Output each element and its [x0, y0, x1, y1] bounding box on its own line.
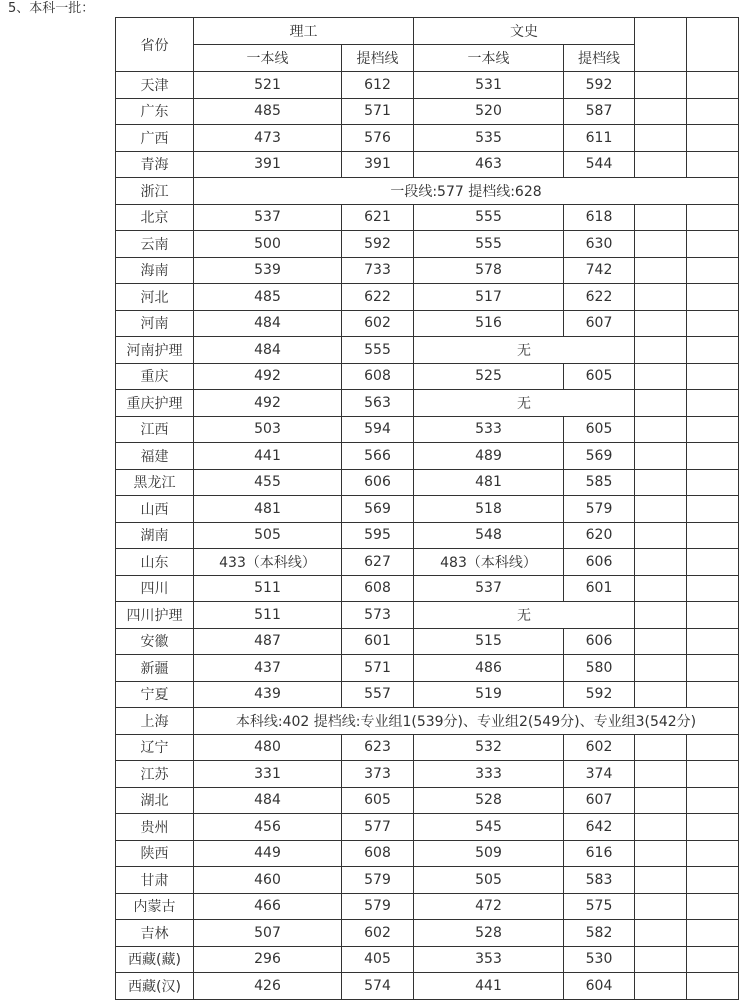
header-ligong-tidangxian: 提档线 — [342, 45, 414, 72]
province-cell: 湖北 — [116, 787, 194, 814]
table-row — [116, 946, 739, 973]
table-row — [116, 575, 739, 602]
wenshi-yibenxian-cell: 483（本科线） — [414, 549, 564, 576]
province-cell: 西藏(汉) — [116, 973, 194, 1000]
ligong-tidangxian-cell: 573 — [342, 602, 414, 629]
table-row — [116, 496, 739, 523]
ligong-tidangxian-cell: 579 — [342, 893, 414, 920]
ligong-tidangxian-cell: 608 — [342, 840, 414, 867]
ligong-tidangxian-cell: 592 — [342, 231, 414, 258]
table-row — [116, 655, 739, 682]
wenshi-yibenxian-cell: 578 — [414, 257, 564, 284]
ligong-tidangxian-cell: 391 — [342, 151, 414, 178]
wenshi-tidangxian-cell: 579 — [564, 496, 635, 523]
wenshi-yibenxian-cell: 505 — [414, 867, 564, 894]
ligong-yibenxian-cell: 511 — [194, 575, 342, 602]
table-row — [116, 973, 739, 1000]
ligong-tidangxian-cell: 621 — [342, 204, 414, 231]
empty-cell — [687, 628, 739, 655]
table-row — [116, 178, 739, 205]
header-province: 省份 — [116, 18, 194, 72]
wenshi-tidangxian-cell: 606 — [564, 549, 635, 576]
wenshi-yibenxian-cell: 353 — [414, 946, 564, 973]
province-cell: 浙江 — [116, 178, 194, 205]
empty-cell — [687, 469, 739, 496]
ligong-yibenxian-cell: 441 — [194, 443, 342, 470]
table-row — [116, 920, 739, 947]
wenshi-tidangxian-cell: 582 — [564, 920, 635, 947]
ligong-tidangxian-cell: 574 — [342, 973, 414, 1000]
wenshi-yibenxian-cell: 537 — [414, 575, 564, 602]
empty-cell — [635, 469, 687, 496]
table-row — [116, 257, 739, 284]
ligong-tidangxian-cell: 602 — [342, 310, 414, 337]
wenshi-tidangxian-cell: 587 — [564, 98, 635, 125]
ligong-yibenxian-cell: 537 — [194, 204, 342, 231]
ligong-tidangxian-cell: 571 — [342, 98, 414, 125]
empty-cell — [635, 416, 687, 443]
province-cell: 江苏 — [116, 761, 194, 788]
wenshi-yibenxian-cell: 486 — [414, 655, 564, 682]
header-empty — [687, 18, 739, 72]
wenshi-note-cell: 无 — [414, 390, 635, 417]
ligong-yibenxian-cell: 505 — [194, 522, 342, 549]
table-row — [116, 522, 739, 549]
table-row — [116, 602, 739, 629]
ligong-yibenxian-cell: 426 — [194, 973, 342, 1000]
empty-cell — [635, 920, 687, 947]
empty-cell — [687, 363, 739, 390]
ligong-yibenxian-cell: 480 — [194, 734, 342, 761]
merged-score-cell: 本科线:402 提档线:专业组1(539分)、专业组2(549分)、专业组3(542分) — [194, 708, 739, 735]
wenshi-tidangxian-cell: 606 — [564, 628, 635, 655]
empty-cell — [635, 337, 687, 364]
wenshi-note-cell: 无 — [414, 337, 635, 364]
empty-cell — [635, 231, 687, 258]
table-row — [116, 549, 739, 576]
ligong-yibenxian-cell: 503 — [194, 416, 342, 443]
table-row — [116, 840, 739, 867]
empty-cell — [687, 310, 739, 337]
wenshi-yibenxian-cell: 533 — [414, 416, 564, 443]
empty-cell — [687, 761, 739, 788]
empty-cell — [635, 681, 687, 708]
province-cell: 西藏(藏) — [116, 946, 194, 973]
empty-cell — [687, 496, 739, 523]
ligong-yibenxian-cell: 484 — [194, 337, 342, 364]
table-row — [116, 708, 739, 735]
empty-cell — [635, 840, 687, 867]
wenshi-yibenxian-cell: 525 — [414, 363, 564, 390]
province-cell: 云南 — [116, 231, 194, 258]
empty-cell — [687, 920, 739, 947]
empty-cell — [635, 72, 687, 99]
wenshi-yibenxian-cell: 535 — [414, 125, 564, 152]
province-cell: 内蒙古 — [116, 893, 194, 920]
empty-cell — [635, 98, 687, 125]
ligong-yibenxian-cell: 439 — [194, 681, 342, 708]
ligong-tidangxian-cell: 602 — [342, 920, 414, 947]
empty-cell — [635, 151, 687, 178]
ligong-tidangxian-cell: 571 — [342, 655, 414, 682]
province-cell: 山东 — [116, 549, 194, 576]
ligong-tidangxian-cell: 606 — [342, 469, 414, 496]
province-cell: 陕西 — [116, 840, 194, 867]
empty-cell — [687, 98, 739, 125]
ligong-yibenxian-cell: 481 — [194, 496, 342, 523]
ligong-tidangxian-cell: 577 — [342, 814, 414, 841]
table-row — [116, 867, 739, 894]
ligong-yibenxian-cell: 539 — [194, 257, 342, 284]
wenshi-tidangxian-cell: 742 — [564, 257, 635, 284]
wenshi-tidangxian-cell: 592 — [564, 72, 635, 99]
ligong-tidangxian-cell: 623 — [342, 734, 414, 761]
wenshi-yibenxian-cell: 489 — [414, 443, 564, 470]
empty-cell — [687, 257, 739, 284]
wenshi-tidangxian-cell: 592 — [564, 681, 635, 708]
ligong-tidangxian-cell: 595 — [342, 522, 414, 549]
empty-cell — [635, 284, 687, 311]
province-cell: 四川 — [116, 575, 194, 602]
table-row — [116, 284, 739, 311]
empty-cell — [687, 893, 739, 920]
empty-cell — [687, 787, 739, 814]
empty-cell — [687, 681, 739, 708]
wenshi-tidangxian-cell: 605 — [564, 363, 635, 390]
wenshi-yibenxian-cell: 463 — [414, 151, 564, 178]
empty-cell — [687, 151, 739, 178]
ligong-tidangxian-cell: 601 — [342, 628, 414, 655]
empty-cell — [687, 655, 739, 682]
ligong-tidangxian-cell: 608 — [342, 363, 414, 390]
table-row — [116, 787, 739, 814]
wenshi-yibenxian-cell: 441 — [414, 973, 564, 1000]
wenshi-yibenxian-cell: 481 — [414, 469, 564, 496]
wenshi-yibenxian-cell: 531 — [414, 72, 564, 99]
ligong-yibenxian-cell: 449 — [194, 840, 342, 867]
province-cell: 广西 — [116, 125, 194, 152]
table-header — [116, 18, 739, 72]
empty-cell — [635, 310, 687, 337]
wenshi-tidangxian-cell: 620 — [564, 522, 635, 549]
ligong-tidangxian-cell: 555 — [342, 337, 414, 364]
ligong-tidangxian-cell: 576 — [342, 125, 414, 152]
wenshi-yibenxian-cell: 548 — [414, 522, 564, 549]
header-wenshi-yibenxian: 一本线 — [414, 45, 564, 72]
admission-score-table — [115, 17, 739, 1000]
ligong-tidangxian-cell: 733 — [342, 257, 414, 284]
empty-cell — [635, 204, 687, 231]
wenshi-tidangxian-cell: 605 — [564, 416, 635, 443]
empty-cell — [635, 761, 687, 788]
table-row — [116, 416, 739, 443]
empty-cell — [687, 946, 739, 973]
wenshi-tidangxian-cell: 601 — [564, 575, 635, 602]
wenshi-tidangxian-cell: 604 — [564, 973, 635, 1000]
ligong-yibenxian-cell: 466 — [194, 893, 342, 920]
ligong-yibenxian-cell: 507 — [194, 920, 342, 947]
ligong-tidangxian-cell: 569 — [342, 496, 414, 523]
table-row — [116, 390, 739, 417]
header-wenshi-tidangxian: 提档线 — [564, 45, 635, 72]
empty-cell — [687, 72, 739, 99]
section-title: 5、本科一批： — [8, 1, 95, 16]
wenshi-note-cell: 无 — [414, 602, 635, 629]
province-cell: 吉林 — [116, 920, 194, 947]
empty-cell — [635, 655, 687, 682]
ligong-yibenxian-cell: 433（本科线） — [194, 549, 342, 576]
merged-score-cell: 一段线:577 提档线:628 — [194, 178, 739, 205]
table-row — [116, 628, 739, 655]
table-row — [116, 125, 739, 152]
wenshi-tidangxian-cell: 602 — [564, 734, 635, 761]
empty-cell — [635, 522, 687, 549]
header-empty — [635, 18, 687, 72]
table-row — [116, 734, 739, 761]
empty-cell — [635, 443, 687, 470]
province-cell: 北京 — [116, 204, 194, 231]
empty-cell — [635, 893, 687, 920]
ligong-tidangxian-cell: 605 — [342, 787, 414, 814]
empty-cell — [687, 284, 739, 311]
wenshi-yibenxian-cell: 545 — [414, 814, 564, 841]
ligong-yibenxian-cell: 484 — [194, 310, 342, 337]
province-cell: 青海 — [116, 151, 194, 178]
ligong-tidangxian-cell: 579 — [342, 867, 414, 894]
ligong-tidangxian-cell: 627 — [342, 549, 414, 576]
province-cell: 重庆 — [116, 363, 194, 390]
province-cell: 福建 — [116, 443, 194, 470]
empty-cell — [687, 522, 739, 549]
wenshi-tidangxian-cell: 618 — [564, 204, 635, 231]
ligong-tidangxian-cell: 608 — [342, 575, 414, 602]
province-cell: 黑龙江 — [116, 469, 194, 496]
table-row — [116, 443, 739, 470]
ligong-yibenxian-cell: 492 — [194, 363, 342, 390]
empty-cell — [635, 602, 687, 629]
ligong-tidangxian-cell: 594 — [342, 416, 414, 443]
ligong-yibenxian-cell: 485 — [194, 98, 342, 125]
ligong-yibenxian-cell: 455 — [194, 469, 342, 496]
empty-cell — [687, 231, 739, 258]
province-cell: 天津 — [116, 72, 194, 99]
header-wenshi: 文史 — [414, 18, 635, 45]
ligong-yibenxian-cell: 331 — [194, 761, 342, 788]
wenshi-tidangxian-cell: 374 — [564, 761, 635, 788]
ligong-yibenxian-cell: 521 — [194, 72, 342, 99]
ligong-yibenxian-cell: 484 — [194, 787, 342, 814]
empty-cell — [635, 946, 687, 973]
ligong-yibenxian-cell: 492 — [194, 390, 342, 417]
empty-cell — [687, 204, 739, 231]
wenshi-tidangxian-cell: 607 — [564, 310, 635, 337]
empty-cell — [687, 575, 739, 602]
table-row — [116, 469, 739, 496]
empty-cell — [635, 496, 687, 523]
province-cell: 湖南 — [116, 522, 194, 549]
empty-cell — [635, 867, 687, 894]
wenshi-yibenxian-cell: 519 — [414, 681, 564, 708]
wenshi-yibenxian-cell: 555 — [414, 204, 564, 231]
empty-cell — [635, 787, 687, 814]
ligong-tidangxian-cell: 622 — [342, 284, 414, 311]
province-cell: 重庆护理 — [116, 390, 194, 417]
table-row — [116, 204, 739, 231]
wenshi-yibenxian-cell: 515 — [414, 628, 564, 655]
wenshi-tidangxian-cell: 569 — [564, 443, 635, 470]
wenshi-yibenxian-cell: 532 — [414, 734, 564, 761]
ligong-yibenxian-cell: 473 — [194, 125, 342, 152]
header-ligong: 理工 — [194, 18, 414, 45]
table-row — [116, 363, 739, 390]
ligong-tidangxian-cell: 566 — [342, 443, 414, 470]
province-cell: 辽宁 — [116, 734, 194, 761]
wenshi-yibenxian-cell: 528 — [414, 787, 564, 814]
province-cell: 甘肃 — [116, 867, 194, 894]
table-row — [116, 893, 739, 920]
province-cell: 上海 — [116, 708, 194, 735]
wenshi-yibenxian-cell: 555 — [414, 231, 564, 258]
wenshi-yibenxian-cell: 333 — [414, 761, 564, 788]
ligong-yibenxian-cell: 487 — [194, 628, 342, 655]
wenshi-tidangxian-cell: 611 — [564, 125, 635, 152]
empty-cell — [635, 973, 687, 1000]
ligong-tidangxian-cell: 405 — [342, 946, 414, 973]
province-cell: 河南护理 — [116, 337, 194, 364]
empty-cell — [687, 973, 739, 1000]
table-row — [116, 681, 739, 708]
empty-cell — [687, 840, 739, 867]
wenshi-yibenxian-cell: 528 — [414, 920, 564, 947]
province-cell: 河南 — [116, 310, 194, 337]
table-row — [116, 151, 739, 178]
wenshi-tidangxian-cell: 630 — [564, 231, 635, 258]
wenshi-tidangxian-cell: 583 — [564, 867, 635, 894]
wenshi-yibenxian-cell: 517 — [414, 284, 564, 311]
empty-cell — [635, 575, 687, 602]
table-row — [116, 231, 739, 258]
wenshi-tidangxian-cell: 575 — [564, 893, 635, 920]
ligong-yibenxian-cell: 460 — [194, 867, 342, 894]
empty-cell — [687, 814, 739, 841]
wenshi-tidangxian-cell: 580 — [564, 655, 635, 682]
ligong-yibenxian-cell: 456 — [194, 814, 342, 841]
table-body — [116, 72, 739, 1000]
wenshi-yibenxian-cell: 509 — [414, 840, 564, 867]
empty-cell — [635, 549, 687, 576]
wenshi-yibenxian-cell: 518 — [414, 496, 564, 523]
header-ligong-yibenxian: 一本线 — [194, 45, 342, 72]
province-cell: 宁夏 — [116, 681, 194, 708]
province-cell: 贵州 — [116, 814, 194, 841]
empty-cell — [687, 549, 739, 576]
wenshi-tidangxian-cell: 607 — [564, 787, 635, 814]
table-row — [116, 337, 739, 364]
province-cell: 广东 — [116, 98, 194, 125]
table-row — [116, 310, 739, 337]
empty-cell — [687, 734, 739, 761]
province-cell: 河北 — [116, 284, 194, 311]
province-cell: 新疆 — [116, 655, 194, 682]
empty-cell — [635, 734, 687, 761]
wenshi-yibenxian-cell: 472 — [414, 893, 564, 920]
ligong-yibenxian-cell: 485 — [194, 284, 342, 311]
province-cell: 四川护理 — [116, 602, 194, 629]
empty-cell — [687, 337, 739, 364]
wenshi-tidangxian-cell: 544 — [564, 151, 635, 178]
wenshi-yibenxian-cell: 520 — [414, 98, 564, 125]
empty-cell — [687, 602, 739, 629]
empty-cell — [687, 867, 739, 894]
ligong-yibenxian-cell: 437 — [194, 655, 342, 682]
table-row — [116, 814, 739, 841]
ligong-yibenxian-cell: 500 — [194, 231, 342, 258]
ligong-yibenxian-cell: 391 — [194, 151, 342, 178]
wenshi-tidangxian-cell: 585 — [564, 469, 635, 496]
empty-cell — [635, 390, 687, 417]
wenshi-tidangxian-cell: 622 — [564, 284, 635, 311]
empty-cell — [687, 416, 739, 443]
wenshi-yibenxian-cell: 516 — [414, 310, 564, 337]
wenshi-tidangxian-cell: 530 — [564, 946, 635, 973]
ligong-yibenxian-cell: 296 — [194, 946, 342, 973]
empty-cell — [635, 125, 687, 152]
province-cell: 安徽 — [116, 628, 194, 655]
ligong-tidangxian-cell: 612 — [342, 72, 414, 99]
empty-cell — [635, 628, 687, 655]
ligong-tidangxian-cell: 563 — [342, 390, 414, 417]
empty-cell — [687, 125, 739, 152]
ligong-tidangxian-cell: 557 — [342, 681, 414, 708]
table-row — [116, 72, 739, 99]
province-cell: 海南 — [116, 257, 194, 284]
province-cell: 山西 — [116, 496, 194, 523]
ligong-tidangxian-cell: 373 — [342, 761, 414, 788]
ligong-yibenxian-cell: 511 — [194, 602, 342, 629]
wenshi-tidangxian-cell: 616 — [564, 840, 635, 867]
empty-cell — [635, 363, 687, 390]
empty-cell — [687, 443, 739, 470]
table-row — [116, 98, 739, 125]
empty-cell — [687, 390, 739, 417]
table-row — [116, 761, 739, 788]
empty-cell — [635, 814, 687, 841]
province-cell: 江西 — [116, 416, 194, 443]
empty-cell — [635, 257, 687, 284]
wenshi-tidangxian-cell: 642 — [564, 814, 635, 841]
